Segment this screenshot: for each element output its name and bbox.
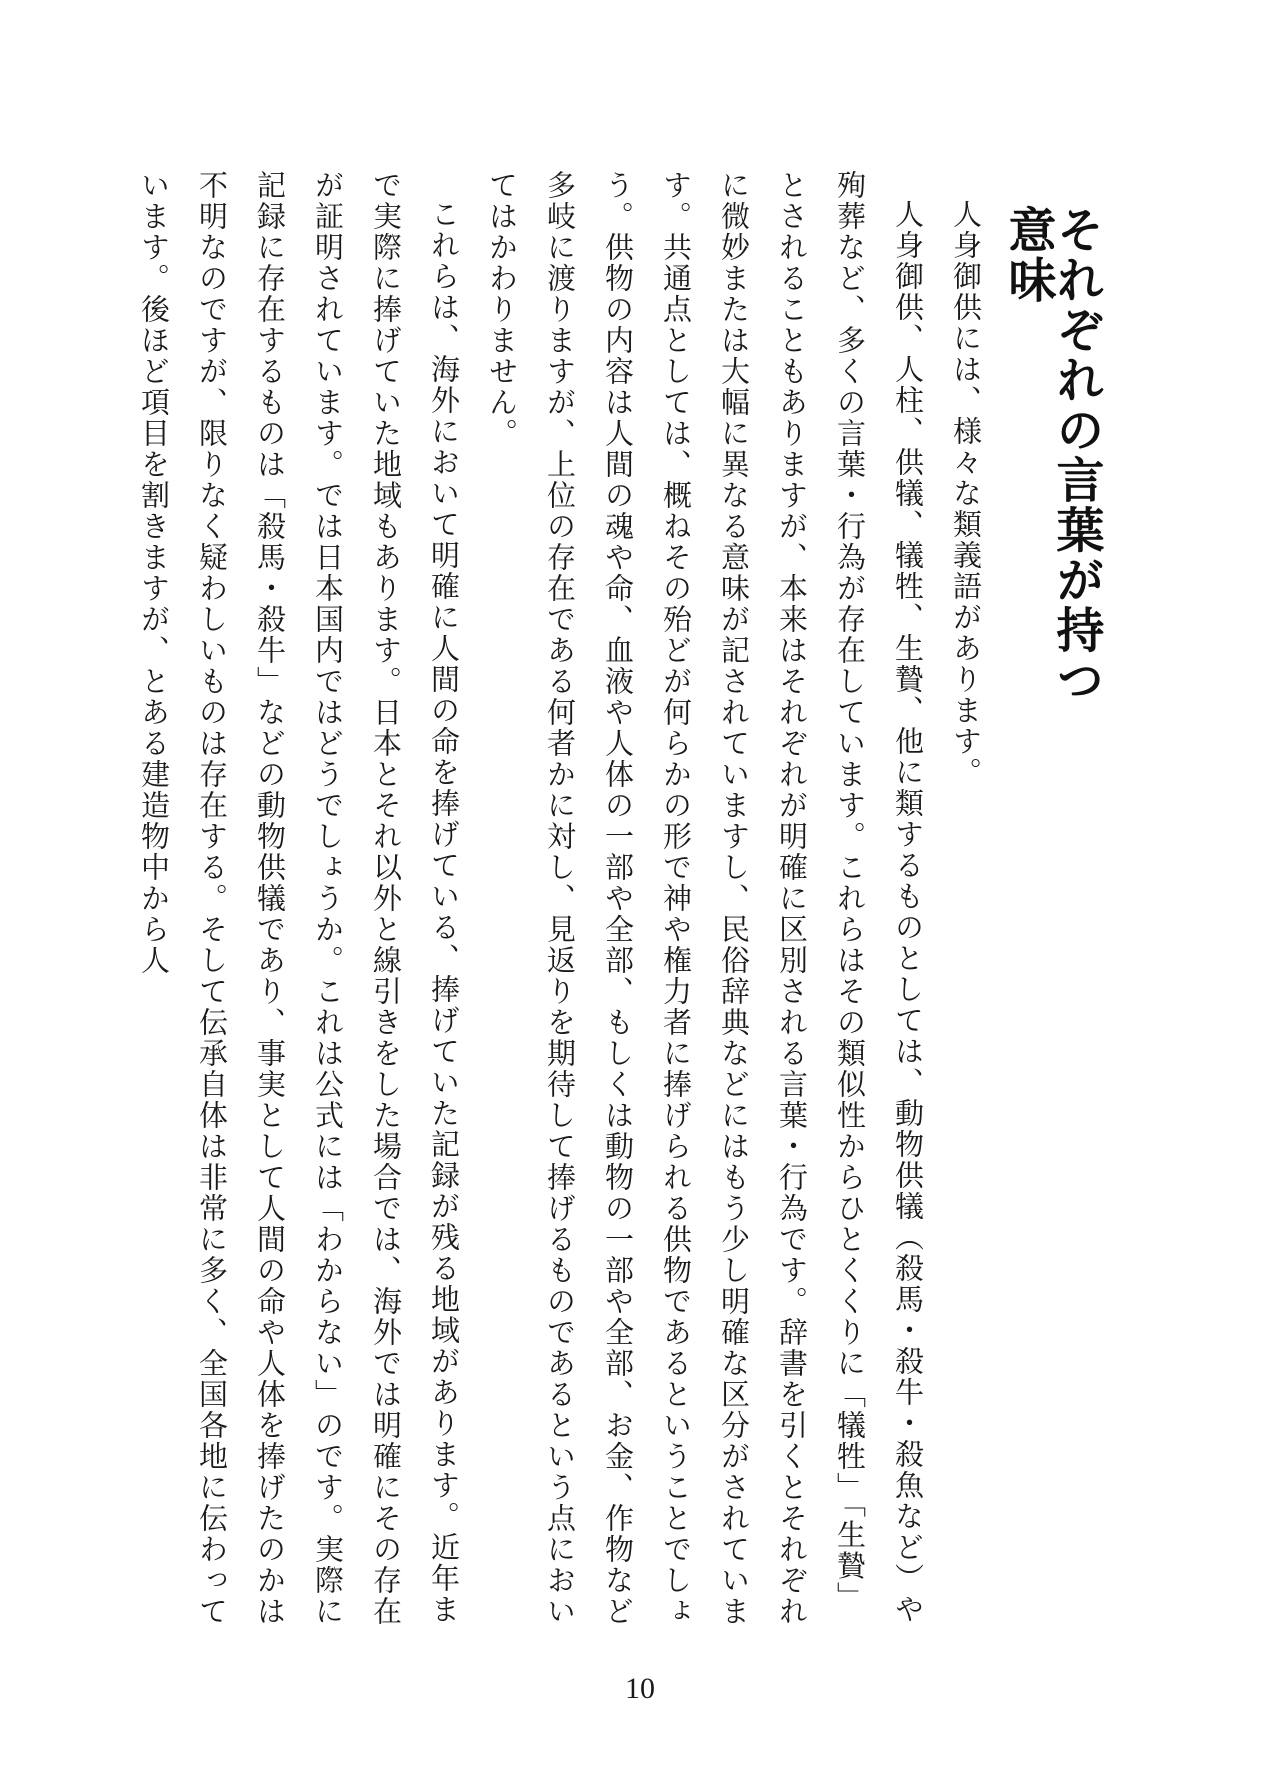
page-number: 10 xyxy=(625,1672,655,1705)
paragraph: 人身御供には、様々な類義語があります。 xyxy=(949,199,983,788)
paragraph: 人身御供、人柱、供犠、犠牲、生贄、他に類するものとしては、動物供犠（殺馬・殺牛・殺魚など）や殉葬など、多くの言葉・行為が存在しています。これらはその類似性からひとくくりに「犠牲」「生贄」とされることもありますが、本来はそれぞれが明確に区別される言葉・行為です。辞書を引くとそれぞれに微妙または大幅に異なる意味が記されていますし、民俗辞典などにはもう少し明確な区分がされています。共通点としては、概ねその殆どが何らかの形で神や権力者に捧げられる供物であるということでしょう。供物の内容は人間の魂や命、血液や人体の一部や全部、もしくは動物の一部や全部、お金、作物など多岐に渡りますが、上位の存在である何者かに対し、見返りを期待して捧げるものであるという点においてはかわりません。 xyxy=(485,170,925,1627)
section-title: それぞれの言葉が持つ意味 xyxy=(1000,205,1104,705)
body-text xyxy=(137,170,995,1630)
paragraph: これらは、海外において明確に人間の命を捧げている、捧げていた記録が残る地域があります。近年まで実際に捧げていた地域もあります。日本とそれ以外と線引きをした場合では、海外では明確にその存在が証明されています。では日本国内ではどうでしょうか。これは公式には「わからない」のです。実際に記録に存在するものは「殺馬・殺牛」などの動物供犠であり、事実として人間の命や人体を捧げたのかは不明なのですが、限りなく疑わしいものは存在する。そして伝承自体は非常に多く、全国各地に伝わっています。後ほど項目を割きますが、とある建造物中から人 xyxy=(137,170,461,1627)
